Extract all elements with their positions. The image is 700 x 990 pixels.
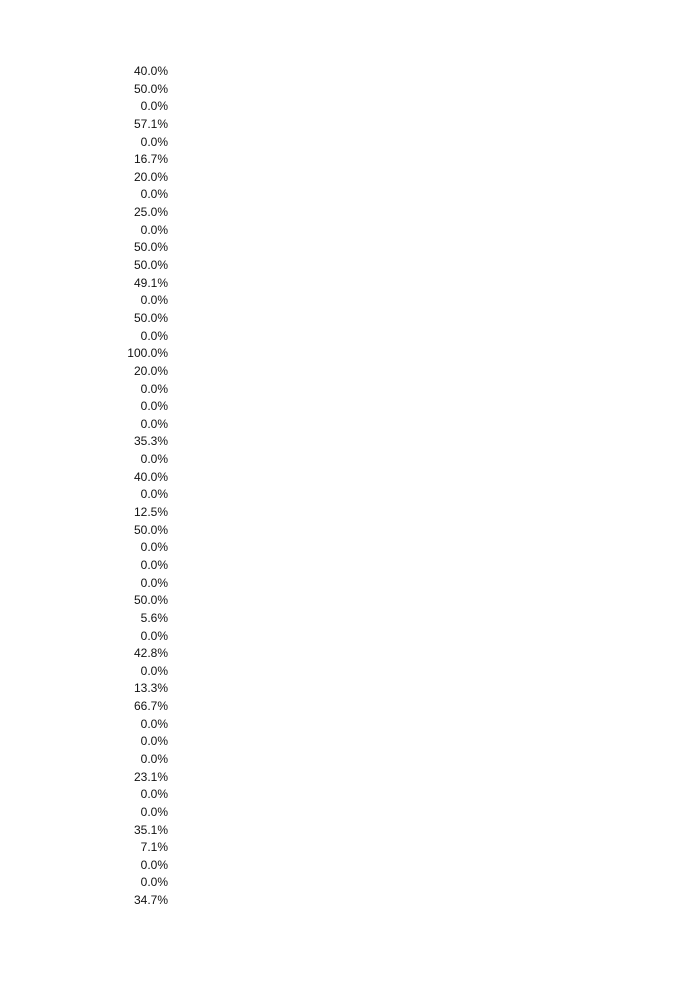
percentage-value: 35.3% <box>133 434 168 449</box>
percentage-value: 40.0% <box>133 469 168 484</box>
percentage-value: 0.0% <box>140 452 168 467</box>
percentage-value: 0.0% <box>140 875 168 890</box>
percentage-value: 50.0% <box>133 81 168 96</box>
percentage-value: 0.0% <box>140 416 168 431</box>
percentage-value: 0.0% <box>140 575 168 590</box>
percentage-value: 16.7% <box>133 152 168 167</box>
percentage-value: 50.0% <box>133 593 168 608</box>
percentage-value: 50.0% <box>133 240 168 255</box>
percentage-value: 0.0% <box>140 381 168 396</box>
percentage-value: 0.0% <box>140 187 168 202</box>
percentage-value: 0.0% <box>140 557 168 572</box>
percentage-column <box>100 63 168 910</box>
percentage-value: 50.0% <box>133 310 168 325</box>
percentage-value: 40.0% <box>133 64 168 78</box>
percentage-value: 100.0% <box>127 346 168 361</box>
percentage-value: 0.0% <box>140 487 168 502</box>
percentage-value: 66.7% <box>133 699 168 714</box>
percentage-value: 0.0% <box>140 99 168 114</box>
percentage-value: 34.7% <box>133 893 168 908</box>
percentage-value: 20.0% <box>133 363 168 378</box>
percentage-value: 0.0% <box>140 751 168 766</box>
percentage-value: 0.0% <box>140 399 168 414</box>
percentage-value: 0.0% <box>140 857 168 872</box>
percentage-value: 0.0% <box>140 716 168 731</box>
percentage-value: 0.0% <box>140 628 168 643</box>
percentage-value: 7.1% <box>140 840 168 855</box>
percentage-value: 5.6% <box>140 610 168 625</box>
percentage-value: 57.1% <box>133 116 168 131</box>
percentage-value: 35.1% <box>133 822 168 837</box>
percentage-value: 0.0% <box>140 787 168 802</box>
percentage-value: 42.8% <box>133 646 168 661</box>
percentage-value: 23.1% <box>133 769 168 784</box>
percentage-value: 0.0% <box>140 293 168 308</box>
percentage-value: 20.0% <box>133 169 168 184</box>
percentage-value: 49.1% <box>133 275 168 290</box>
percentage-value: 50.0% <box>133 258 168 273</box>
percentage-value: 0.0% <box>140 328 168 343</box>
percentage-value: 0.0% <box>140 540 168 555</box>
percentage-value: 25.0% <box>133 205 168 220</box>
percentage-value: 0.0% <box>140 134 168 149</box>
percentage-value: 12.5% <box>133 505 168 520</box>
percentage-value: 0.0% <box>140 663 168 678</box>
percentage-value: 0.0% <box>140 222 168 237</box>
percentage-value: 13.3% <box>133 681 168 696</box>
percentage-value: 50.0% <box>133 522 168 537</box>
percentage-value: 0.0% <box>140 804 168 819</box>
percentage-value: 0.0% <box>140 734 168 749</box>
